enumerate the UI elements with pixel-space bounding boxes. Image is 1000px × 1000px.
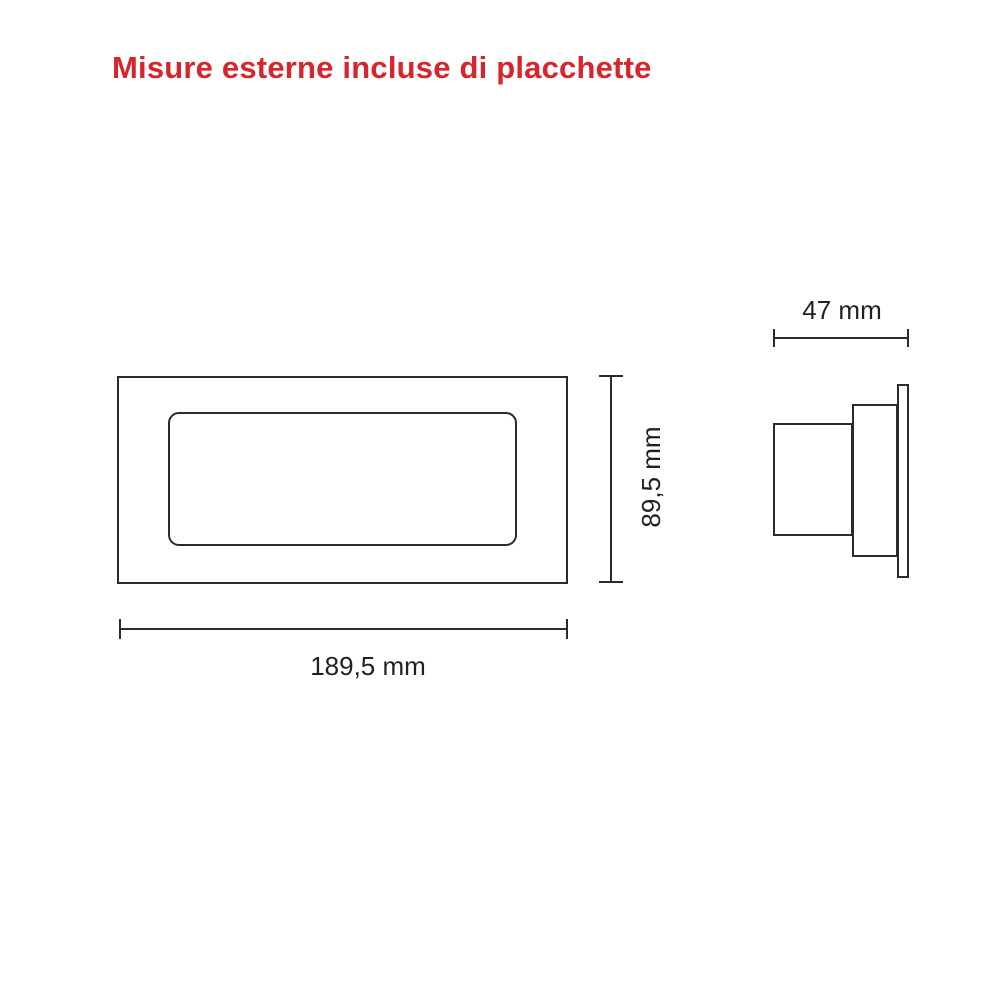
side-view-recessed-body [773, 423, 853, 536]
height-dim-tick-top [599, 375, 623, 377]
page-title: Misure esterne incluse di placchette [112, 50, 652, 85]
front-inner-window [168, 412, 517, 546]
height-dim-tick-bottom [599, 581, 623, 583]
depth-dim-line [774, 337, 909, 339]
width-dim-tick-right [566, 619, 568, 639]
width-dim-line [120, 628, 568, 630]
height-dim-label: 89,5 mm [636, 426, 666, 528]
height-dim-line [610, 376, 612, 583]
depth-dim-tick-right [907, 329, 909, 347]
depth-dim-tick-left [773, 329, 775, 347]
side-view-mid-section [852, 404, 898, 557]
width-dim-label: 189,5 mm [310, 651, 426, 681]
side-view-faceplate [897, 384, 909, 578]
depth-dim-label: 47 mm [802, 295, 882, 325]
width-dim-tick-left [119, 619, 121, 639]
